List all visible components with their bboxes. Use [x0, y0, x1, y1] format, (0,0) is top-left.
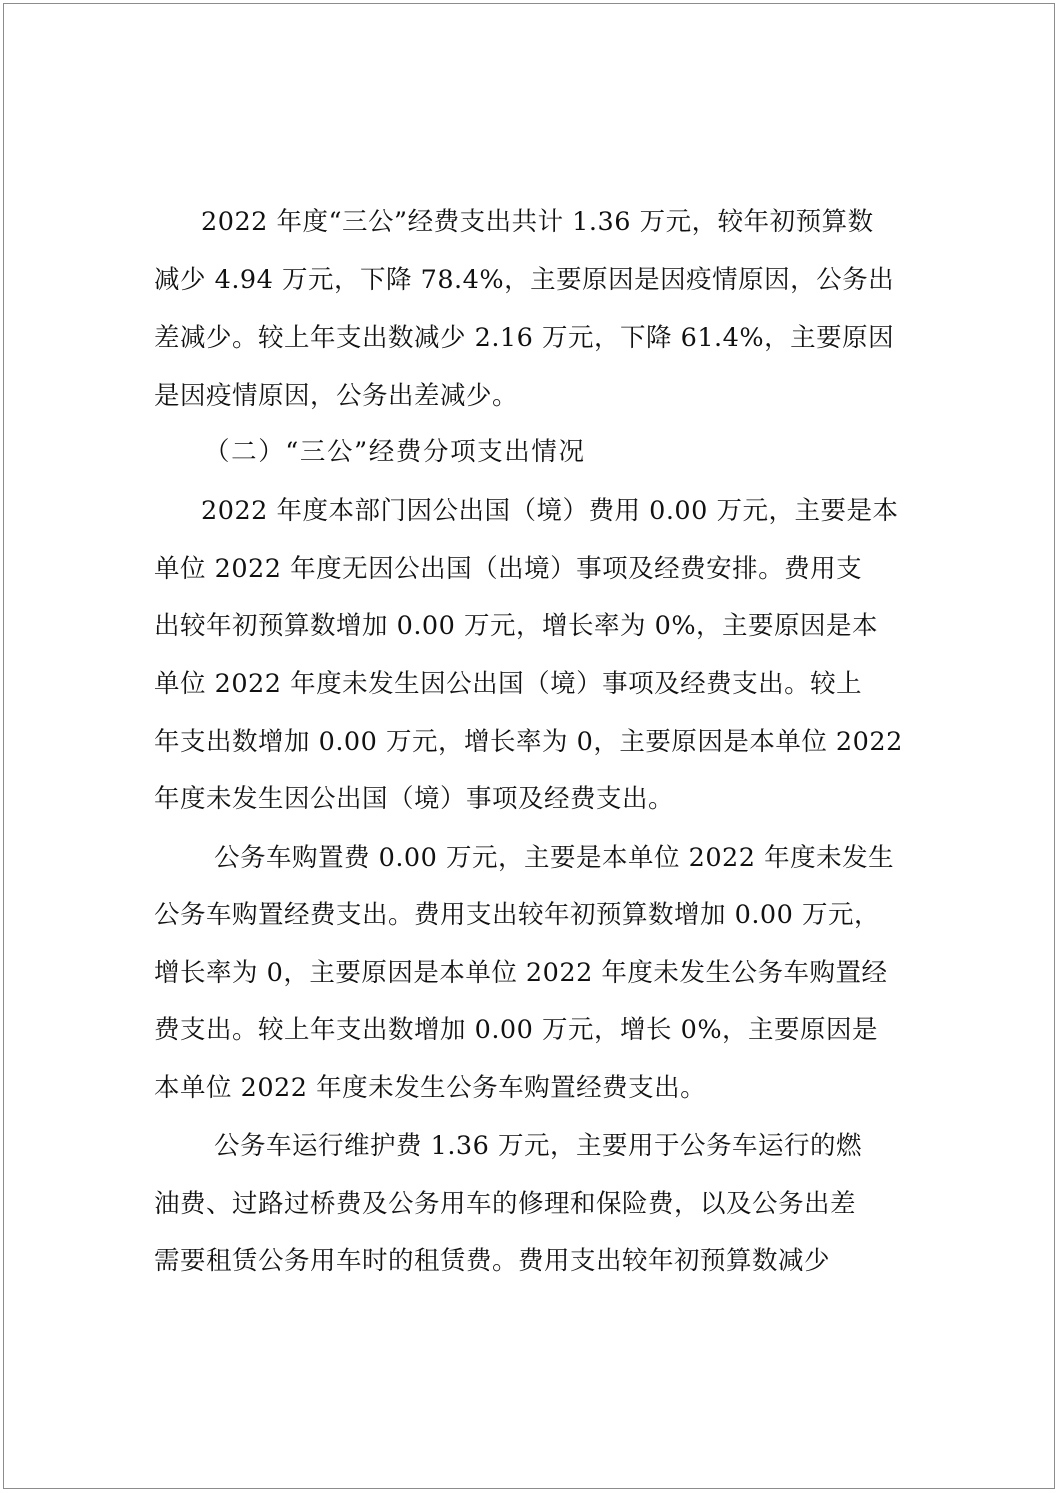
- paragraph-line: 是因疫情原因，公务出差减少。: [154, 381, 519, 411]
- paragraph-line: 油费、过路过桥费及公务用车的修理和保险费，以及公务出差: [154, 1189, 857, 1219]
- paragraph-line: 单位 2022 年度无因公出国（出境）事项及经费安排。费用支: [154, 554, 863, 584]
- paragraph-line: 年支出数增加 0.00 万元，增长率为 0，主要原因是本单位 2022: [154, 727, 903, 757]
- paragraph-line: 2022 年度本部门因公出国（境）费用 0.00 万元，主要是本: [201, 496, 899, 526]
- paragraph-line: 本单位 2022 年度未发生公务车购置经费支出。: [154, 1073, 707, 1103]
- paragraph-line: 公务车购置经费支出。费用支出较年初预算数增加 0.00 万元，: [154, 900, 880, 930]
- paragraph-line: 单位 2022 年度未发生因公出国（境）事项及经费支出。较上: [154, 669, 863, 699]
- paragraph-line: 2022 年度“三公”经费支出共计 1.36 万元，较年初预算数: [201, 207, 874, 237]
- paragraph-line: 出较年初预算数增加 0.00 万元，增长率为 0%，主要原因是本: [154, 611, 879, 641]
- document-page: [3, 3, 1055, 1489]
- paragraph-line: 增长率为 0，主要原因是本单位 2022 年度未发生公务车购置经: [154, 958, 888, 988]
- paragraph-line: 差减少。较上年支出数减少 2.16 万元，下降 61.4%，主要原因: [154, 323, 895, 353]
- section-heading: （二）“三公”经费分项支出情况: [204, 437, 586, 467]
- paragraph-line: 需要租赁公务用车时的租赁费。费用支出较年初预算数减少: [154, 1246, 831, 1276]
- paragraph-line: 费支出。较上年支出数增加 0.00 万元，增长 0%，主要原因是: [154, 1015, 879, 1045]
- paragraph-line: 公务车购置费 0.00 万元，主要是本单位 2022 年度未发生: [214, 843, 895, 873]
- paragraph-line: 公务车运行维护费 1.36 万元，主要用于公务车运行的燃: [214, 1131, 862, 1161]
- paragraph-line: 减少 4.94 万元，下降 78.4%，主要原因是因疫情原因，公务出: [154, 265, 895, 295]
- paragraph-line: 年度未发生因公出国（境）事项及经费支出。: [154, 784, 675, 814]
